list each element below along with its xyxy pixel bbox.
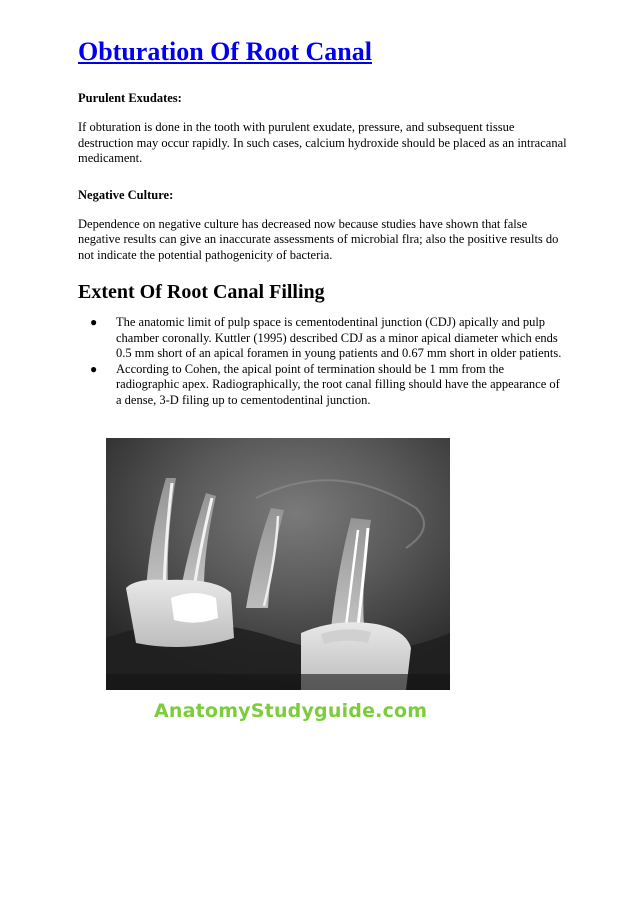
list-item — [78, 362, 568, 409]
dental-xray-image — [106, 438, 450, 690]
section-title-extent: Extent Of Root Canal Filling — [78, 281, 325, 303]
bullet-text: The anatomic limit of pulp space is cementodentinal junction (CDJ) apically and pulp chamber coronally. Kuttler (1995) described CDJ as a minor apical diameter which ends 0.5 mm short of an apical foramen in young patients and 0.67 mm short in older patients. — [116, 315, 562, 360]
document-page — [78, 34, 568, 408]
xray-figure — [106, 438, 450, 690]
paragraph-purulent-exudates: If obturation is done in the tooth with purulent exudate, pressure, and subsequent tissue destruction may occur rapidly. In such cases, calcium hydroxide should be placed as an intracanal medicament. — [78, 120, 567, 165]
section-heading-negative-culture: Negative Culture: — [78, 187, 174, 202]
section-heading-purulent-exudates: Purulent Exudates: — [78, 91, 182, 105]
watermark-text: AnatomyStudyguide.com — [154, 700, 428, 722]
bullet-icon: ● — [90, 361, 98, 376]
bullet-text: According to Cohen, the apical point of termination should be 1 mm from the radiographic apex. Radiographically, the root canal filling should have the appearance of a dense, 3-D filing up to cementodentinal junction. — [116, 361, 560, 407]
bullet-icon: ● — [90, 315, 98, 329]
page-title[interactable]: Obturation Of Root Canal — [78, 37, 372, 66]
list-item — [78, 315, 568, 362]
bullet-list — [78, 315, 568, 408]
paragraph-negative-culture: Dependence on negative culture has decreased now because studies have shown that false negative results can give an inaccurate assessments of microbial flra; also the positive results do not indicate the potential pathogenicity of bacteria. — [78, 216, 559, 262]
